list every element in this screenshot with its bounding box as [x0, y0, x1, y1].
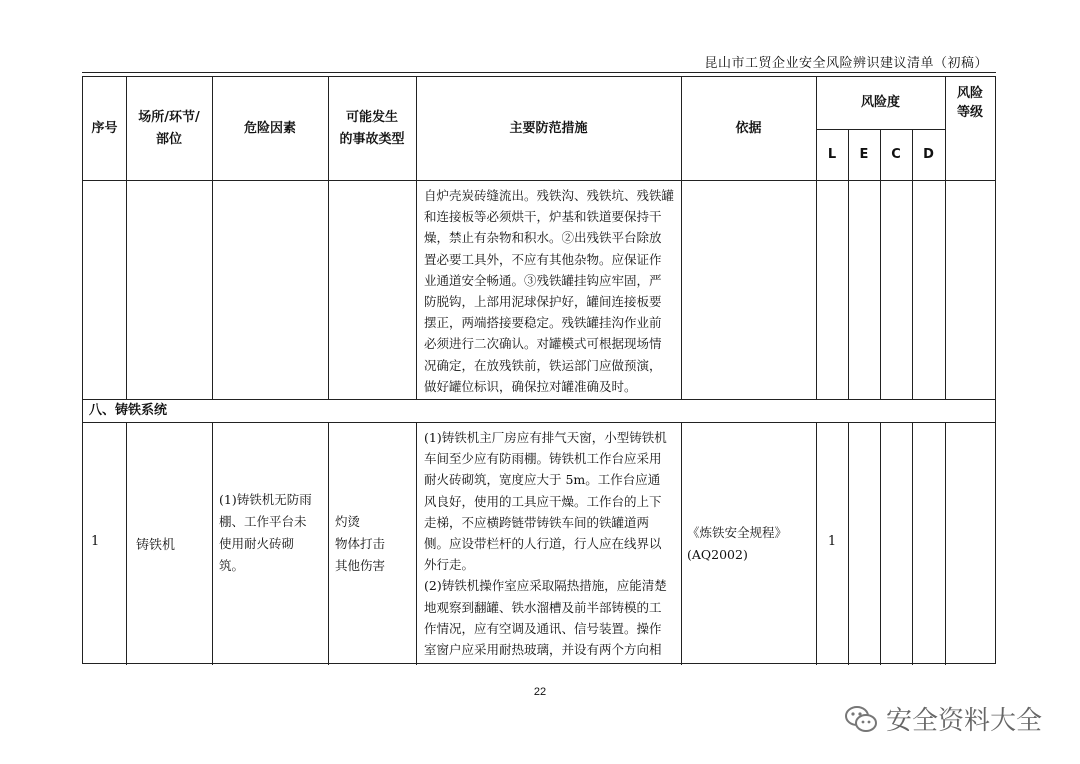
measure-line: 走梯，不应横跨链带铸铁车间的铁罐道两 [424, 514, 650, 530]
row-divider [83, 180, 995, 181]
watermark-text: 安全资料大全 [885, 706, 1042, 736]
col-header-D: D [923, 146, 934, 162]
col-header-place [126, 77, 212, 180]
hazard-line: (1)铸铁机无防雨 [219, 492, 312, 507]
col-divider [848, 129, 849, 665]
accident-line: 物体打击 [335, 536, 386, 551]
basis-line: 《炼铁安全规程》 [687, 525, 788, 540]
row1-hazard [219, 489, 323, 577]
wechat-icon [844, 704, 878, 734]
col-header-risk: 风险度 [860, 95, 900, 110]
hazard-line: 棚、工作平台未 [219, 514, 307, 529]
col-divider [912, 129, 913, 665]
measure-line: 业通道安全畅通。③残铁罐挂钩应牢固，严 [424, 272, 662, 288]
col-header-accident-line: 的事故类型 [339, 131, 405, 147]
document-header: 昆山市工贸企业安全风险辨识建议清单（初稿） [704, 56, 988, 71]
hazard-line: 筑。 [219, 558, 245, 573]
col-header-measures: 主要防范措施 [509, 120, 588, 136]
col-header-accident-line: 可能发生 [345, 109, 398, 125]
measure-line: 置必要工具外，不应有其他杂物。应保证作 [424, 251, 662, 267]
col-header-accident [328, 77, 416, 180]
col-header-level-line: 风险 [956, 86, 983, 101]
basis-line: (AQ2002) [687, 547, 748, 562]
hazard-line: 使用耐火砖砌 [219, 536, 295, 551]
accident-line: 其他伤害 [335, 558, 386, 573]
measure-line: 做好罐位标识，确保拉对罐准确及时。 [424, 378, 637, 394]
col-header-hazard: 危险因素 [243, 120, 296, 136]
measure-line: (1)铸铁机主厂房应有排气天窗，小型铸铁机 [424, 430, 667, 445]
measure-line: 必须进行二次确认。对罐模式可根据现场情 [424, 336, 662, 352]
measure-line: 自炉壳炭砖缝流出。残铁沟、残铁坑、残铁罐 [424, 188, 675, 203]
row1-seq: 1 [91, 534, 100, 549]
measure-line: 耐火砖砌筑，宽度应大于 5m。工作台应通 [424, 472, 661, 488]
measure-line: 车间至少应有防雨棚。铸铁机工作台应采用 [424, 451, 662, 467]
col-header-basis: 依据 [735, 120, 762, 136]
col-header-place-line: 场所/环节/ [138, 109, 200, 125]
measure-line: (2)铸铁机操作室应采取隔热措施，应能清楚 [424, 578, 667, 594]
col-divider [945, 77, 946, 665]
row1-place: 铸铁机 [136, 538, 176, 553]
page-number: 22 [533, 686, 547, 698]
col-header-level-line: 等级 [956, 105, 983, 120]
section-title: 八、铸铁系统 [83, 400, 995, 422]
col-header-place-line: 部位 [155, 131, 182, 147]
measure-line: 地观察到翻罐、铁水溜槽及前半部铸模的工 [424, 599, 662, 615]
row1-L: 1 [827, 534, 837, 549]
measure-line: 和连接板等必须烘干，炉基和铁道要保持干 [424, 209, 662, 225]
header-rule [82, 72, 996, 73]
measure-line: 燥，禁止有杂物和积水。②出残铁平台除放 [424, 230, 662, 246]
measure-line: 侧。应设带栏杆的人行道，行人应在线界以 [424, 536, 662, 552]
watermark [844, 700, 1042, 737]
col-header-seq: 序号 [91, 120, 118, 136]
col-divider [880, 129, 881, 665]
measure-line: 室窗户应采用耐热玻璃，并设有两个方向相 [424, 642, 662, 658]
measure-line: 风良好，使用的工具应干燥。工作台的上下 [424, 493, 662, 509]
row1-basis [687, 522, 813, 566]
measure-line: 防脱钩，上部用泥球保护好，罐间连接板要 [424, 294, 662, 310]
measure-line: 外行走。 [424, 557, 475, 573]
measure-line: 作情况，应有空调及通讯、信号装置。操作 [424, 620, 662, 636]
col-header-E: E [859, 146, 869, 162]
row-divider [83, 422, 995, 423]
risk-table [82, 76, 996, 664]
col-header-C: C [891, 146, 901, 162]
col-header-level [945, 77, 995, 129]
row1-accident [335, 511, 415, 577]
accident-line: 灼烫 [335, 514, 361, 529]
continuation-measures [424, 185, 676, 397]
row1-measures [424, 427, 676, 660]
measure-line: 摆正，两端搭接要稳定。残铁罐挂沟作业前 [424, 315, 662, 331]
col-header-L: L [827, 146, 837, 162]
measure-line: 况确定，在放残铁前，铁运部门应做预演， [424, 357, 662, 373]
